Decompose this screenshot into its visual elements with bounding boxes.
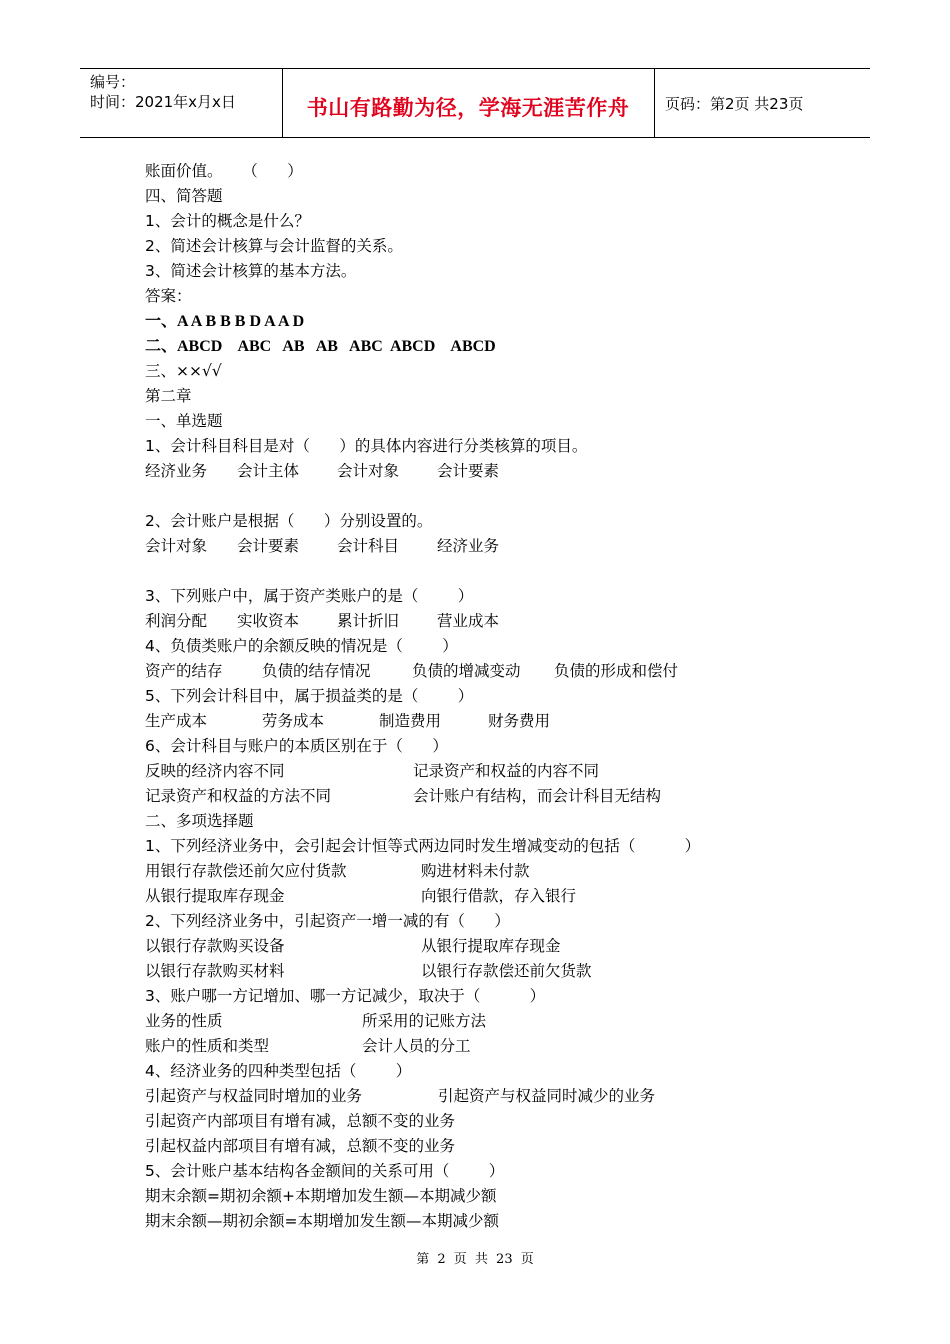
option-text: 会计对象 xyxy=(145,537,208,555)
option-text: 资产的结存 xyxy=(145,662,223,680)
blank-line xyxy=(145,559,825,584)
text-line: 引起权益内部项目有增有减，总额不变的业务 xyxy=(145,1137,456,1155)
option-text: 劳务成本 xyxy=(262,712,325,730)
text-line: 引起资产内部项目有增有减，总额不变的业务 xyxy=(145,1112,456,1130)
text-line: 期末余额=期初余额+本期增加发生额—本期减少额 xyxy=(145,1187,497,1205)
option-text: 向银行借款，存入银行 xyxy=(421,887,577,905)
text-line: 4、经济业务的四种类型包括（ ） xyxy=(145,1062,412,1080)
text-line: 1、会计的概念是什么？ xyxy=(145,212,310,230)
option-text: 会计主体 xyxy=(237,462,300,480)
option-row xyxy=(145,784,825,809)
blank-line xyxy=(145,484,825,509)
text-line: 第二章 xyxy=(145,387,192,405)
header-motto: 书山有路勤为径，学海无涯苦作舟 xyxy=(306,96,630,120)
option-text: 会计对象 xyxy=(337,462,400,480)
header-divider-right xyxy=(654,69,655,137)
text-line: 1、会计科目科目是对（ ）的具体内容进行分类核算的项目。 xyxy=(145,437,588,455)
option-row xyxy=(145,884,825,909)
text-line: 三、××√√ xyxy=(145,362,222,380)
text-line: 账面价值。 （ ） xyxy=(145,162,303,180)
option-text: 引起资产与权益同时减少的业务 xyxy=(438,1087,656,1105)
option-text: 以银行存款偿还前欠货款 xyxy=(421,962,592,980)
text-line: 5、会计账户基本结构各金额间的关系可用（ ） xyxy=(145,1162,505,1180)
text-line: 二、多项选择题 xyxy=(145,812,254,830)
option-row xyxy=(145,609,825,634)
text-line: 一、A A B B B D A A D xyxy=(145,313,305,330)
page-footer: 第 2 页 共 23 页 xyxy=(416,1252,534,1267)
option-text: 会计人员的分工 xyxy=(362,1037,471,1055)
option-row xyxy=(145,1084,825,1109)
text-line: 3、简述会计核算的基本方法。 xyxy=(145,262,357,280)
header-page-info: 页码：第2页 共23页 xyxy=(665,95,804,113)
text-line: 1、下列经济业务中，会引起会计恒等式两边同时发生增减变动的包括（ ） xyxy=(145,837,701,855)
option-row xyxy=(145,859,825,884)
option-row xyxy=(145,459,825,484)
header-left-block xyxy=(90,72,236,112)
option-text: 经济业务 xyxy=(145,462,208,480)
option-text: 财务费用 xyxy=(488,712,551,730)
number-label: 编号： xyxy=(90,73,136,91)
option-text: 从银行提取库存现金 xyxy=(145,887,285,905)
option-row xyxy=(145,709,825,734)
option-text: 从银行提取库存现金 xyxy=(421,937,561,955)
option-text: 所采用的记账方法 xyxy=(362,1012,487,1030)
text-line: 2、下列经济业务中，引起资产一增一减的有（ ） xyxy=(145,912,510,930)
text-line: 2、会计账户是根据（ ）分别设置的。 xyxy=(145,512,433,530)
option-text: 负债的形成和偿付 xyxy=(554,662,679,680)
option-text: 引起资产与权益同时增加的业务 xyxy=(145,1087,363,1105)
option-text: 用银行存款偿还前欠应付货款 xyxy=(145,862,347,880)
text-line: 2、简述会计核算与会计监督的关系。 xyxy=(145,237,403,255)
option-row xyxy=(145,659,825,684)
text-line: 3、下列账户中，属于资产类账户的是（ ） xyxy=(145,587,474,605)
option-text: 业务的性质 xyxy=(145,1012,223,1030)
option-text: 账户的性质和类型 xyxy=(145,1037,270,1055)
option-text: 以银行存款购买设备 xyxy=(145,937,285,955)
option-text: 利润分配 xyxy=(145,612,208,630)
option-row xyxy=(145,959,825,984)
option-row xyxy=(145,1009,825,1034)
time-label: 时间：2021年x月x日 xyxy=(90,93,236,111)
text-line: 5、下列会计科目中，属于损益类的是（ ） xyxy=(145,687,474,705)
option-row xyxy=(145,1034,825,1059)
option-row xyxy=(145,759,825,784)
text-line: 二、ABCD ABC AB AB ABC ABCD ABCD xyxy=(145,338,496,355)
option-text: 记录资产和权益的内容不同 xyxy=(413,762,600,780)
option-text: 购进材料未付款 xyxy=(421,862,530,880)
text-line: 4、负债类账户的余额反映的情况是（ ） xyxy=(145,637,458,655)
option-text: 会计科目 xyxy=(337,537,400,555)
option-text: 经济业务 xyxy=(437,537,500,555)
option-text: 反映的经济内容不同 xyxy=(145,762,285,780)
option-text: 实收资本 xyxy=(237,612,300,630)
option-text: 会计账户有结构，而会计科目无结构 xyxy=(413,787,662,805)
option-row xyxy=(145,934,825,959)
option-text: 制造费用 xyxy=(379,712,442,730)
option-text: 负债的增减变动 xyxy=(412,662,521,680)
text-line: 四、简答题 xyxy=(145,187,223,205)
option-text: 营业成本 xyxy=(437,612,500,630)
text-line: 3、账户哪一方记增加、哪一方记减少，取决于（ ） xyxy=(145,987,546,1005)
option-text: 会计要素 xyxy=(437,462,500,480)
text-line: 答案： xyxy=(145,287,192,305)
text-line: 6、会计科目与账户的本质区别在于（ ） xyxy=(145,737,448,755)
page-header xyxy=(80,68,870,138)
option-row xyxy=(145,534,825,559)
text-line: 一、单选题 xyxy=(145,412,223,430)
option-text: 以银行存款购买材料 xyxy=(145,962,285,980)
option-text: 记录资产和权益的方法不同 xyxy=(145,787,332,805)
document-body xyxy=(145,159,825,1234)
option-text: 负债的结存情况 xyxy=(262,662,371,680)
option-text: 会计要素 xyxy=(237,537,300,555)
option-text: 生产成本 xyxy=(145,712,208,730)
text-line: 期末余额—期初余额=本期增加发生额—本期减少额 xyxy=(145,1212,499,1230)
option-text: 累计折旧 xyxy=(337,612,400,630)
